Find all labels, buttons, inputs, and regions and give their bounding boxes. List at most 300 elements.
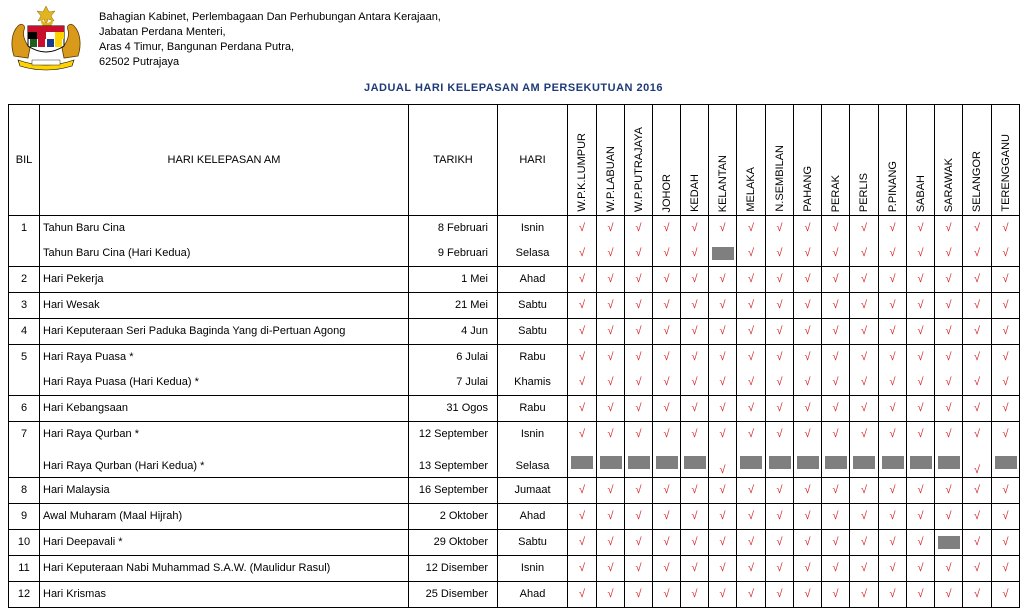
state-mark-cell bbox=[737, 345, 766, 396]
check-icon: √ bbox=[832, 299, 839, 311]
state-mark-cell bbox=[822, 345, 850, 396]
header-state bbox=[963, 105, 992, 216]
state-mark-cell bbox=[766, 216, 794, 267]
holiday-day: Jumaat bbox=[514, 484, 551, 496]
state-mark-cell bbox=[794, 216, 822, 267]
state-mark bbox=[625, 267, 652, 292]
check-icon: √ bbox=[719, 325, 726, 337]
check-icon: √ bbox=[663, 484, 670, 496]
state-mark bbox=[766, 504, 793, 529]
check-icon: √ bbox=[1002, 588, 1009, 600]
check-icon: √ bbox=[945, 588, 952, 600]
state-mark bbox=[709, 556, 736, 581]
check-icon: √ bbox=[832, 588, 839, 600]
state-mark-cell bbox=[766, 556, 794, 582]
row-number-text: 3 bbox=[20, 299, 28, 311]
check-icon: √ bbox=[663, 299, 670, 311]
state-mark bbox=[850, 556, 878, 581]
state-mark bbox=[963, 447, 991, 477]
state-mark-cell bbox=[822, 530, 850, 556]
holiday-date-cell bbox=[409, 556, 498, 582]
check-icon: √ bbox=[1002, 247, 1009, 259]
check-icon: √ bbox=[663, 428, 670, 440]
check-icon: √ bbox=[607, 376, 614, 388]
state-mark-cell bbox=[963, 422, 992, 478]
state-mark bbox=[822, 447, 849, 477]
check-icon: √ bbox=[578, 510, 586, 522]
state-mark bbox=[737, 422, 765, 447]
check-icon: √ bbox=[889, 428, 896, 440]
state-mark bbox=[935, 582, 962, 607]
state-mark-cell bbox=[963, 216, 992, 267]
state-label: W.P.LABUAN bbox=[604, 146, 617, 212]
state-mark bbox=[879, 422, 906, 447]
state-mark-cell bbox=[653, 267, 681, 293]
state-mark bbox=[597, 504, 624, 529]
holiday-name: Awal Muharam (Maal Hijrah) bbox=[43, 510, 183, 522]
state-mark-cell bbox=[568, 216, 597, 267]
state-mark bbox=[568, 241, 596, 266]
state-mark-cell bbox=[568, 345, 597, 396]
holiday-group-row bbox=[9, 422, 1020, 478]
state-mark bbox=[992, 396, 1019, 421]
check-icon: √ bbox=[832, 428, 839, 440]
state-mark-cell bbox=[709, 422, 737, 478]
check-icon: √ bbox=[635, 484, 642, 496]
holiday-day: Sabtu bbox=[518, 299, 547, 311]
state-mark-cell bbox=[794, 478, 822, 504]
state-mark-cell bbox=[625, 530, 653, 556]
not-applicable-block bbox=[938, 536, 960, 549]
check-icon: √ bbox=[1002, 510, 1009, 522]
state-mark-cell bbox=[879, 504, 907, 530]
state-mark bbox=[794, 267, 821, 292]
state-mark bbox=[907, 241, 934, 266]
holiday-date-cell bbox=[409, 267, 498, 293]
state-mark bbox=[963, 530, 991, 555]
state-mark-cell bbox=[597, 582, 625, 608]
holiday-date-cell bbox=[409, 582, 498, 608]
state-mark bbox=[653, 370, 680, 395]
row-number-text: 2 bbox=[20, 273, 28, 285]
state-mark-cell bbox=[737, 319, 766, 345]
state-mark bbox=[653, 504, 680, 529]
check-icon: √ bbox=[663, 588, 670, 600]
state-mark-cell bbox=[794, 267, 822, 293]
holiday-name-cell bbox=[40, 530, 409, 556]
state-mark bbox=[822, 241, 849, 266]
state-mark-cell bbox=[822, 396, 850, 422]
state-mark bbox=[653, 447, 680, 477]
check-icon: √ bbox=[747, 402, 755, 414]
state-mark-cell bbox=[992, 582, 1020, 608]
state-mark-cell bbox=[822, 422, 850, 478]
state-mark-cell bbox=[879, 396, 907, 422]
state-mark-cell bbox=[794, 345, 822, 396]
state-mark bbox=[681, 216, 708, 241]
state-mark bbox=[568, 530, 596, 555]
state-mark-cell bbox=[879, 478, 907, 504]
state-mark-cell bbox=[907, 582, 935, 608]
state-mark-cell bbox=[625, 582, 653, 608]
holiday-group-row bbox=[9, 582, 1020, 608]
state-mark bbox=[879, 216, 906, 241]
state-mark bbox=[597, 447, 624, 477]
state-mark-cell bbox=[794, 504, 822, 530]
state-mark bbox=[879, 396, 906, 421]
state-mark bbox=[766, 396, 793, 421]
state-mark-cell bbox=[625, 556, 653, 582]
check-icon: √ bbox=[578, 273, 586, 285]
check-icon: √ bbox=[747, 222, 755, 234]
state-mark-cell bbox=[850, 422, 879, 478]
not-applicable-block bbox=[712, 247, 734, 260]
check-icon: √ bbox=[1002, 402, 1009, 414]
state-mark-cell bbox=[992, 504, 1020, 530]
holiday-name: Hari Raya Qurban (Hari Kedua) * bbox=[43, 460, 205, 472]
row-number-text: 4 bbox=[20, 325, 28, 337]
check-icon: √ bbox=[719, 351, 726, 363]
check-icon: √ bbox=[663, 247, 670, 259]
header-state bbox=[879, 105, 907, 216]
state-mark-cell bbox=[822, 267, 850, 293]
holiday-day-cell bbox=[498, 478, 568, 504]
state-mark-cell bbox=[709, 530, 737, 556]
check-icon: √ bbox=[1002, 299, 1009, 311]
check-icon: √ bbox=[832, 273, 839, 285]
state-mark bbox=[794, 478, 821, 503]
check-icon: √ bbox=[860, 351, 868, 363]
check-icon: √ bbox=[719, 536, 726, 548]
state-mark bbox=[963, 396, 991, 421]
not-applicable-block bbox=[995, 456, 1017, 469]
holiday-day: Sabtu bbox=[518, 325, 547, 337]
state-mark-cell bbox=[907, 345, 935, 396]
check-icon: √ bbox=[917, 222, 924, 234]
check-icon: √ bbox=[747, 273, 755, 285]
state-mark bbox=[822, 556, 849, 581]
state-mark-cell bbox=[935, 345, 963, 396]
state-mark-cell bbox=[992, 293, 1020, 319]
state-mark-cell bbox=[992, 319, 1020, 345]
check-icon: √ bbox=[607, 588, 614, 600]
holiday-date: 12 Disember bbox=[425, 562, 488, 574]
holiday-day-cell bbox=[498, 396, 568, 422]
state-mark-cell bbox=[681, 216, 709, 267]
state-mark-cell bbox=[681, 396, 709, 422]
holiday-name-cell bbox=[40, 319, 409, 345]
state-mark bbox=[568, 422, 596, 447]
state-mark bbox=[935, 447, 962, 477]
state-mark-cell bbox=[822, 504, 850, 530]
check-icon: √ bbox=[776, 222, 783, 234]
check-icon: √ bbox=[747, 510, 755, 522]
check-icon: √ bbox=[860, 273, 868, 285]
state-mark-cell bbox=[963, 530, 992, 556]
state-mark bbox=[681, 241, 708, 266]
state-mark-cell bbox=[879, 556, 907, 582]
row-number bbox=[9, 582, 40, 608]
holiday-group-row bbox=[9, 267, 1020, 293]
state-mark bbox=[737, 396, 765, 421]
check-icon: √ bbox=[578, 299, 586, 311]
row-number-text: 11 bbox=[18, 562, 30, 574]
not-applicable-block bbox=[797, 456, 819, 469]
state-mark-cell bbox=[625, 216, 653, 267]
state-mark bbox=[568, 216, 596, 241]
state-mark bbox=[992, 504, 1019, 529]
state-mark-cell bbox=[681, 478, 709, 504]
check-icon: √ bbox=[945, 273, 952, 285]
state-mark-cell bbox=[653, 504, 681, 530]
state-mark bbox=[907, 267, 934, 292]
check-icon: √ bbox=[607, 247, 614, 259]
state-mark-cell bbox=[992, 267, 1020, 293]
state-mark bbox=[681, 504, 708, 529]
jata-negara-crest bbox=[8, 4, 84, 72]
state-mark-cell bbox=[568, 293, 597, 319]
state-mark-cell bbox=[737, 530, 766, 556]
holiday-date: 16 September bbox=[418, 484, 488, 496]
holiday-date: 25 Disember bbox=[425, 588, 488, 600]
check-icon: √ bbox=[607, 222, 614, 234]
state-mark-cell bbox=[850, 319, 879, 345]
holiday-date: 13 September bbox=[418, 460, 488, 472]
not-applicable-block bbox=[628, 456, 650, 469]
check-icon: √ bbox=[832, 510, 839, 522]
state-mark-cell bbox=[850, 582, 879, 608]
state-mark bbox=[992, 478, 1019, 503]
check-icon: √ bbox=[776, 562, 783, 574]
state-mark bbox=[850, 293, 878, 318]
state-mark bbox=[907, 345, 934, 370]
state-mark bbox=[737, 345, 765, 370]
state-mark bbox=[992, 447, 1019, 477]
row-number bbox=[9, 530, 40, 556]
state-mark bbox=[907, 293, 934, 318]
state-mark-cell bbox=[992, 478, 1020, 504]
state-mark-cell bbox=[568, 530, 597, 556]
check-icon: √ bbox=[635, 376, 642, 388]
state-mark-cell bbox=[625, 504, 653, 530]
check-icon: √ bbox=[607, 325, 614, 337]
holiday-group-row bbox=[9, 319, 1020, 345]
state-mark-cell bbox=[568, 267, 597, 293]
address-line: Bahagian Kabinet, Perlembagaan Dan Perhubungan Antara Kerajaan, bbox=[99, 11, 441, 23]
check-icon: √ bbox=[832, 402, 839, 414]
state-mark bbox=[850, 370, 878, 395]
state-mark-cell bbox=[653, 345, 681, 396]
state-mark bbox=[709, 582, 736, 607]
state-mark-cell bbox=[822, 582, 850, 608]
state-mark bbox=[766, 241, 793, 266]
check-icon: √ bbox=[719, 273, 726, 285]
holiday-group-row bbox=[9, 345, 1020, 396]
state-mark bbox=[625, 241, 652, 266]
holiday-name: Hari Raya Puasa * bbox=[43, 351, 134, 363]
check-icon: √ bbox=[889, 376, 896, 388]
state-mark bbox=[766, 345, 793, 370]
state-mark-cell bbox=[879, 582, 907, 608]
check-icon: √ bbox=[945, 376, 952, 388]
state-mark-cell bbox=[709, 504, 737, 530]
state-mark-cell bbox=[850, 530, 879, 556]
state-mark bbox=[709, 422, 736, 447]
holiday-group-row bbox=[9, 504, 1020, 530]
holiday-name-cell bbox=[40, 422, 409, 478]
holiday-name: Hari Wesak bbox=[43, 299, 100, 311]
check-icon: √ bbox=[635, 351, 642, 363]
check-icon: √ bbox=[917, 376, 924, 388]
state-mark bbox=[709, 447, 736, 477]
holiday-name-cell bbox=[40, 556, 409, 582]
state-mark bbox=[822, 396, 849, 421]
state-mark-cell bbox=[963, 319, 992, 345]
holiday-date-cell bbox=[409, 396, 498, 422]
check-icon: √ bbox=[832, 222, 839, 234]
holiday-day-cell bbox=[498, 582, 568, 608]
not-applicable-block bbox=[600, 456, 622, 469]
state-label: P.PINANG bbox=[886, 160, 899, 212]
state-mark-cell bbox=[935, 556, 963, 582]
holiday-day: Sabtu bbox=[518, 536, 547, 548]
state-mark bbox=[681, 319, 708, 344]
state-mark bbox=[681, 422, 708, 447]
state-mark bbox=[625, 396, 652, 421]
state-mark bbox=[992, 370, 1019, 395]
state-mark bbox=[992, 556, 1019, 581]
state-mark-cell bbox=[681, 345, 709, 396]
holiday-day-cell bbox=[498, 422, 568, 478]
check-icon: √ bbox=[719, 428, 726, 440]
state-mark bbox=[963, 582, 991, 607]
state-mark bbox=[625, 582, 652, 607]
state-mark bbox=[935, 345, 962, 370]
check-icon: √ bbox=[719, 510, 726, 522]
holiday-day: Selasa bbox=[515, 460, 550, 472]
state-mark-cell bbox=[597, 216, 625, 267]
state-mark-cell bbox=[850, 216, 879, 267]
holiday-day-cell bbox=[498, 267, 568, 293]
holiday-name: Hari Raya Qurban * bbox=[43, 428, 139, 440]
state-mark bbox=[879, 504, 906, 529]
state-mark bbox=[681, 530, 708, 555]
state-mark bbox=[794, 293, 821, 318]
table-body bbox=[9, 216, 1020, 608]
state-mark-cell bbox=[653, 216, 681, 267]
check-icon: √ bbox=[607, 484, 614, 496]
check-icon: √ bbox=[917, 484, 924, 496]
check-icon: √ bbox=[663, 510, 670, 522]
state-mark bbox=[963, 422, 991, 447]
state-mark bbox=[963, 319, 991, 344]
state-mark bbox=[681, 556, 708, 581]
state-mark-cell bbox=[737, 422, 766, 478]
state-mark bbox=[625, 478, 652, 503]
check-icon: √ bbox=[804, 222, 811, 234]
row-number bbox=[9, 267, 40, 293]
state-mark-cell bbox=[709, 319, 737, 345]
state-mark-cell bbox=[653, 478, 681, 504]
check-icon: √ bbox=[889, 299, 896, 311]
state-mark bbox=[907, 447, 934, 477]
check-icon: √ bbox=[917, 247, 924, 259]
state-mark bbox=[822, 370, 849, 395]
check-icon: √ bbox=[889, 351, 896, 363]
check-icon: √ bbox=[945, 510, 952, 522]
check-icon: √ bbox=[917, 402, 924, 414]
header-state bbox=[907, 105, 935, 216]
state-mark-cell bbox=[681, 582, 709, 608]
state-mark-cell bbox=[935, 216, 963, 267]
check-icon: √ bbox=[776, 247, 783, 259]
state-mark-cell bbox=[992, 396, 1020, 422]
state-mark-cell bbox=[850, 267, 879, 293]
check-icon: √ bbox=[973, 325, 981, 337]
state-mark bbox=[625, 370, 652, 395]
state-mark-cell bbox=[653, 319, 681, 345]
state-label: KEDAH bbox=[688, 174, 701, 212]
state-mark-cell bbox=[737, 582, 766, 608]
check-icon: √ bbox=[719, 588, 726, 600]
state-mark bbox=[653, 530, 680, 555]
state-mark-cell bbox=[737, 556, 766, 582]
check-icon: √ bbox=[804, 562, 811, 574]
check-icon: √ bbox=[804, 536, 811, 548]
not-applicable-block bbox=[853, 456, 875, 469]
state-mark bbox=[992, 241, 1019, 266]
check-icon: √ bbox=[973, 510, 981, 522]
state-mark bbox=[992, 582, 1019, 607]
state-mark-cell bbox=[992, 422, 1020, 478]
check-icon: √ bbox=[860, 484, 868, 496]
not-applicable-block bbox=[910, 456, 932, 469]
state-mark bbox=[597, 530, 624, 555]
check-icon: √ bbox=[691, 428, 698, 440]
check-icon: √ bbox=[804, 299, 811, 311]
state-mark bbox=[709, 267, 736, 292]
state-mark bbox=[709, 216, 736, 241]
state-mark bbox=[625, 556, 652, 581]
state-mark bbox=[737, 370, 765, 395]
state-mark bbox=[568, 293, 596, 318]
holiday-day: Isnin bbox=[520, 428, 545, 440]
state-mark bbox=[822, 267, 849, 292]
state-mark-cell bbox=[963, 293, 992, 319]
state-mark bbox=[766, 319, 793, 344]
holiday-group-row bbox=[9, 478, 1020, 504]
check-icon: √ bbox=[691, 536, 698, 548]
check-icon: √ bbox=[973, 376, 981, 388]
check-icon: √ bbox=[719, 464, 726, 476]
state-mark-cell bbox=[963, 345, 992, 396]
holiday-name-cell bbox=[40, 345, 409, 396]
state-mark bbox=[850, 345, 878, 370]
state-mark bbox=[766, 447, 793, 477]
row-number-text: 6 bbox=[20, 402, 28, 414]
state-mark bbox=[709, 504, 736, 529]
state-mark bbox=[737, 267, 765, 292]
office-address bbox=[99, 10, 441, 70]
header-state bbox=[822, 105, 850, 216]
holiday-day: Khamis bbox=[514, 376, 551, 388]
holiday-name: Hari Malaysia bbox=[43, 484, 110, 496]
check-icon: √ bbox=[889, 247, 896, 259]
state-label: KELANTAN bbox=[716, 154, 729, 212]
state-mark-cell bbox=[766, 319, 794, 345]
state-mark bbox=[625, 530, 652, 555]
state-mark-cell bbox=[681, 267, 709, 293]
